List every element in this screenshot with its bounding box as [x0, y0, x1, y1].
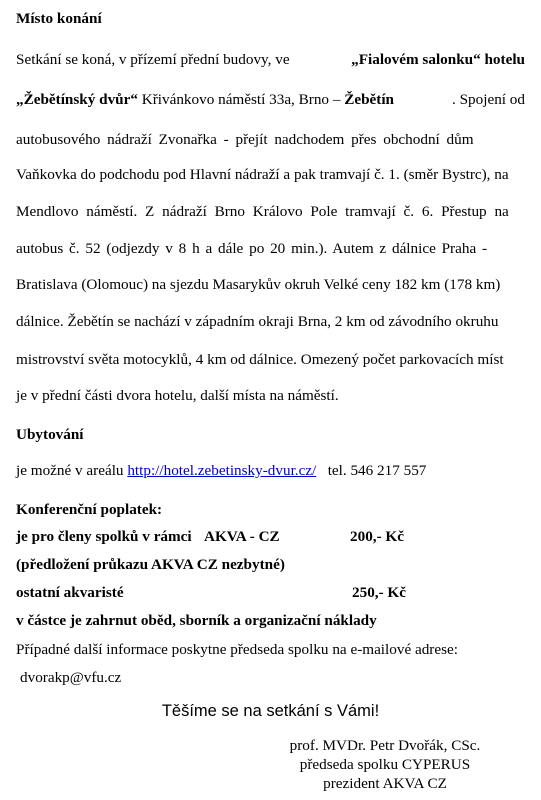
signature-block	[250, 736, 520, 793]
fee-info-line: Případné další informace poskytne předseda spolku na e-mailové adrese:	[16, 641, 458, 658]
venue-line-6: autobus č. 52 (odjezdy v 8 h a dále po 20 min.). Autem z dálnice Praha -	[16, 240, 488, 257]
venue-line-1: Setkání se koná, v přízemí přední budovy, ve „Fialovém salonku“ hotelu	[16, 51, 525, 68]
fee-members-row: je pro členy spolků v rámci AKVA - CZ 200,- Kč	[16, 528, 404, 545]
venue-heading: Místo konání	[16, 10, 102, 27]
fee-includes: v částce je zahrnut oběd, sborník a organizační náklady	[16, 612, 377, 629]
venue-line-5: Mendlovo náměstí. Z nádraží Brno Královo Pole tramvají č. 6. Přestup na	[16, 203, 509, 220]
fee-card-note: (předložení průkazu AKVA CZ nezbytné)	[16, 556, 285, 573]
fee-others-row: ostatní akvaristé 250,- Kč	[16, 584, 406, 601]
signature-name: prof. MVDr. Petr Dvořák, CSc.	[289, 737, 481, 754]
contact-email: dvorakp@vfu.cz	[20, 669, 122, 686]
signature-role-1: předseda spolku CYPERUS	[299, 756, 471, 773]
accommodation-line: je možné v areálu http://hotel.zebetinsky-dvur.cz/ tel. 546 217 557	[16, 462, 427, 479]
closing-greeting: Těšíme se na setkání s Vámi!	[161, 702, 380, 720]
venue-line-3: autobusového nádraží Zvonařka - přejít nadchodem přes obchodní dům	[16, 131, 474, 148]
venue-line-4: Vaňkovka do podchodu pod Hlavní nádraží a pak tramvají č. 1. (směr Bystrc), na	[16, 166, 509, 183]
venue-line-2: „Žebětínský dvůr“ Křivánkovo náměstí 33a, Brno – Žebětín . Spojení od	[16, 91, 525, 108]
fee-heading: Konferenční poplatek:	[16, 501, 163, 518]
venue-line-10: je v přední části dvora hotelu, další místa na náměstí.	[16, 387, 339, 404]
accommodation-heading: Ubytování	[16, 426, 84, 443]
venue-line-7: Bratislava (Olomouc) na sjezdu Masarykův okruh Velké ceny 182 km (178 km)	[16, 276, 501, 293]
venue-line-8: dálnice. Žebětín se nachází v západním okraji Brna, 2 km od závodního okruhu	[16, 313, 499, 330]
hotel-link[interactable]: http://hotel.zebetinsky-dvur.cz/	[127, 462, 317, 479]
venue-line-9: mistrovství světa motocyklů, 4 km od dálnice. Omezený počet parkovacích míst	[16, 351, 504, 368]
signature-role-2: prezident AKVA CZ	[323, 775, 447, 792]
